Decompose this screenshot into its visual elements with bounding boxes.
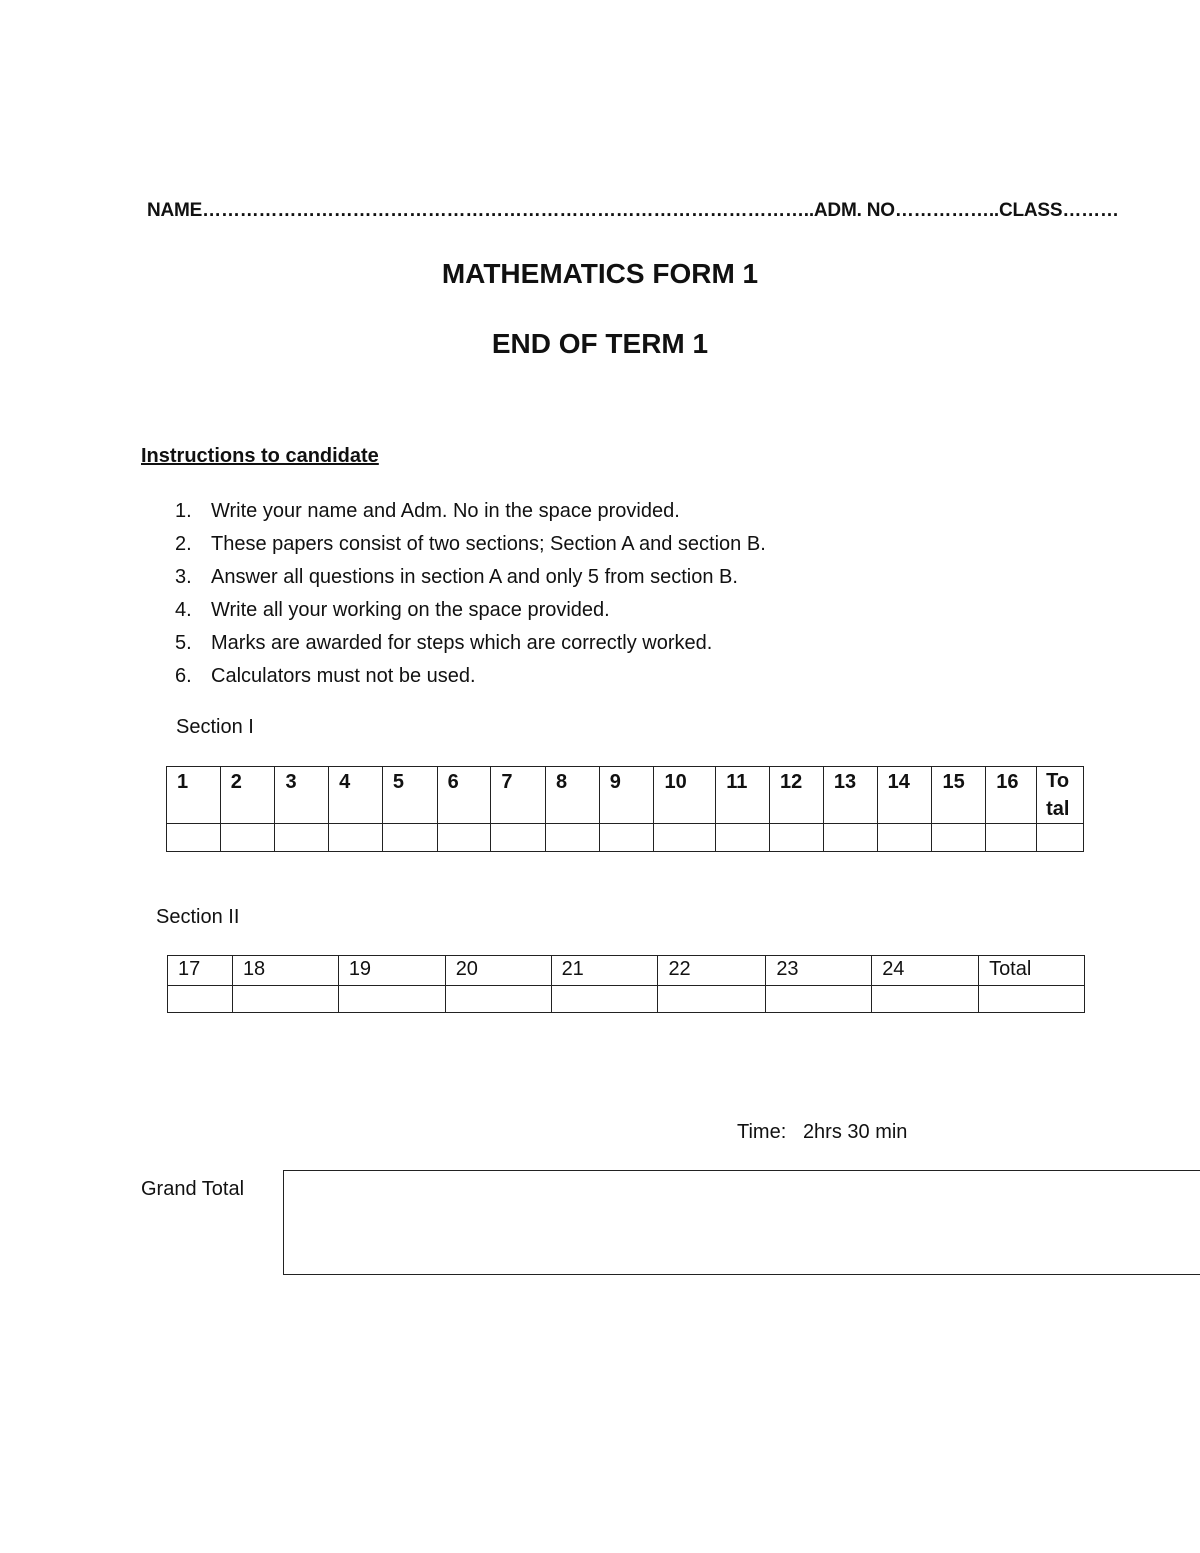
instruction-item: [175, 530, 766, 563]
section-1-score-cell[interactable]: [877, 824, 932, 852]
section-1-score-cell[interactable]: [986, 824, 1037, 852]
section-1-score-cell[interactable]: [932, 824, 986, 852]
section-1-header-cell: 15: [932, 767, 986, 824]
instructions-heading: Instructions to candidate: [141, 445, 379, 467]
section-1-score-cell[interactable]: [770, 824, 824, 852]
section-1-header-cell: 7: [491, 767, 546, 824]
section-2-score-cell[interactable]: [872, 986, 979, 1013]
section-1-score-cell[interactable]: [599, 824, 654, 852]
instruction-text: Calculators must not be used.: [211, 665, 476, 687]
section-1-header-cell: 5: [382, 767, 437, 824]
section-2-score-cell[interactable]: [658, 986, 766, 1013]
section-1-header-cell: 9: [599, 767, 654, 824]
instruction-item: [175, 563, 766, 596]
section-1-header-cell: 12: [770, 767, 824, 824]
instruction-item: [175, 629, 766, 662]
section-2-header-cell: 22: [658, 956, 766, 986]
instruction-text: Write your name and Adm. No in the space provided.: [211, 500, 680, 522]
section-2-marks-table: [167, 955, 1085, 1013]
section-1-score-cell[interactable]: [220, 824, 275, 852]
section-2-score-cell[interactable]: [168, 986, 233, 1013]
section-1-header-cell: 3: [275, 767, 329, 824]
section-2-score-cell[interactable]: [232, 986, 338, 1013]
section-1-score-cell[interactable]: [716, 824, 770, 852]
paper-subtitle: END OF TERM 1: [491, 328, 709, 359]
exam-time: [737, 1121, 907, 1144]
section-1-header-cell: 11: [716, 767, 770, 824]
instruction-text: Write all your working on the space provided.: [211, 599, 610, 621]
section-2-header-cell: Total: [979, 956, 1085, 986]
section-2-score-cell[interactable]: [979, 986, 1085, 1013]
instruction-text: Answer all questions in section A and only 5 from section B.: [211, 566, 738, 588]
section-2-score-cell[interactable]: [766, 986, 872, 1013]
section-1-score-cell[interactable]: [823, 824, 877, 852]
candidate-details-line: NAME……………………………………………………………………………………..ADM. NO……………..CLASS………: [147, 200, 1119, 221]
section-1-score-cell[interactable]: [1037, 824, 1084, 852]
section-1-score-cell[interactable]: [275, 824, 329, 852]
instructions-list: [175, 497, 766, 695]
section-1-score-cell[interactable]: [167, 824, 221, 852]
section-1-marks-table: [166, 766, 1084, 852]
time-value: 2hrs 30 min: [802, 1121, 908, 1143]
paper-title: MATHEMATICS FORM 1: [441, 258, 759, 289]
section-1-score-cell[interactable]: [329, 824, 383, 852]
section-2-header-row: [168, 956, 1085, 986]
section-1-header-cell: 4: [329, 767, 383, 824]
section-1-label: Section I: [176, 716, 254, 738]
section-2-header-cell: 24: [872, 956, 979, 986]
section-2-header-cell: 20: [445, 956, 551, 986]
section-1-score-cell[interactable]: [654, 824, 716, 852]
section-2-score-cell[interactable]: [445, 986, 551, 1013]
section-1-score-row: [167, 824, 1084, 852]
section-1-header-row: [167, 767, 1084, 824]
section-2-header-cell: 17: [168, 956, 233, 986]
section-1-score-cell[interactable]: [546, 824, 600, 852]
section-1-header-cell: 10: [654, 767, 716, 824]
section-2-score-cell[interactable]: [551, 986, 658, 1013]
instruction-number: 2.: [175, 533, 192, 555]
instruction-item: [175, 497, 766, 530]
instruction-item: [175, 596, 766, 629]
section-1-header-cell: 13: [823, 767, 877, 824]
section-1-score-cell[interactable]: [437, 824, 491, 852]
section-1-header-cell: 8: [546, 767, 600, 824]
section-1-score-cell[interactable]: [382, 824, 437, 852]
instruction-text: Marks are awarded for steps which are correctly worked.: [211, 632, 713, 654]
instruction-number: 6.: [175, 665, 192, 687]
section-1-score-cell[interactable]: [491, 824, 546, 852]
grand-total-label: Grand Total: [141, 1178, 245, 1200]
section-2-header-cell: 23: [766, 956, 872, 986]
instruction-number: 3.: [175, 566, 192, 588]
section-1-header-cell: 2: [220, 767, 275, 824]
time-label: Time:: [737, 1121, 787, 1143]
section-2-score-row: [168, 986, 1085, 1013]
instruction-item: [175, 662, 766, 695]
section-2-header-cell: 18: [232, 956, 338, 986]
instruction-number: 4.: [175, 599, 192, 621]
section-2-header-cell: 19: [338, 956, 445, 986]
section-2-header-cell: 21: [551, 956, 658, 986]
grand-total-box[interactable]: [283, 1170, 1200, 1275]
section-2-score-cell[interactable]: [338, 986, 445, 1013]
section-1-header-cell: 1: [167, 767, 221, 824]
section-2-label: Section II: [156, 906, 240, 928]
instruction-number: 1.: [175, 500, 192, 522]
section-1-header-cell: 16: [986, 767, 1037, 824]
section-1-header-cell: To tal: [1037, 767, 1084, 824]
instruction-text: These papers consist of two sections; Section A and section B.: [211, 533, 766, 555]
section-1-header-cell: 14: [877, 767, 932, 824]
instruction-number: 5.: [175, 632, 192, 654]
section-1-header-cell: 6: [437, 767, 491, 824]
